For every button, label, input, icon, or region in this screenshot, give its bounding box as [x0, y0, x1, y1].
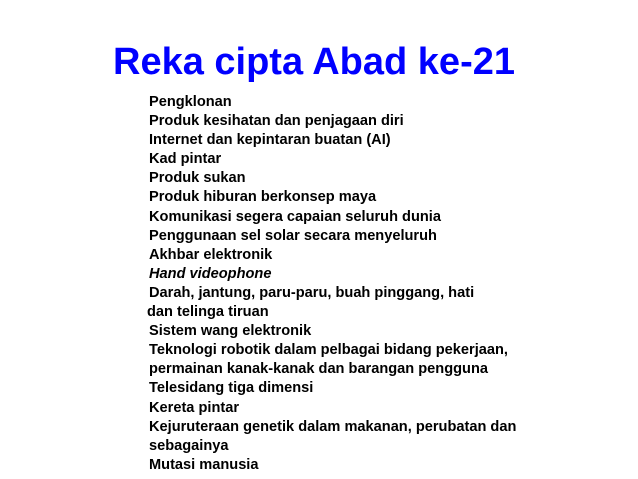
list-item: Pengklonan	[149, 94, 232, 110]
slide-title: Reka cipta Abad ke-21	[113, 41, 515, 83]
list-item: Hand videophone	[149, 265, 272, 282]
list-item: Darah, jantung, paru-paru, buah pinggang, hati	[149, 284, 475, 301]
list-item: Produk hiburan berkonsep maya	[149, 189, 377, 206]
list-item: Produk kesihatan dan penjagaan diri	[149, 113, 404, 130]
list-item: Telesidang tiga dimensi	[149, 380, 314, 397]
list-item: Komunikasi segera capaian seluruh dunia	[149, 208, 441, 225]
list-item: Mutasi manusia	[149, 456, 259, 473]
list-item: Penggunaan sel solar secara menyeluruh	[149, 227, 437, 244]
list-item: Kejuruteraan genetik dalam makanan, perubatan dan	[149, 418, 517, 435]
list-item: Produk sukan	[149, 170, 246, 187]
list-item-continuation: dan telinga tiruan	[147, 304, 269, 321]
list-item-continuation: sebagainya	[149, 437, 229, 454]
invention-list	[149, 93, 516, 475]
list-item-continuation: permainan kanak-kanak dan barangan pengguna	[149, 361, 488, 378]
list-item: Akhbar elektronik	[149, 246, 273, 263]
list-item: Internet dan kepintaran buatan (AI)	[149, 132, 391, 149]
list-item: Sistem wang elektronik	[149, 323, 312, 340]
list-item: Teknologi robotik dalam pelbagai bidang pekerjaan,	[149, 342, 508, 359]
list-item: Kereta pintar	[149, 399, 240, 416]
list-item: Kad pintar	[149, 151, 222, 168]
